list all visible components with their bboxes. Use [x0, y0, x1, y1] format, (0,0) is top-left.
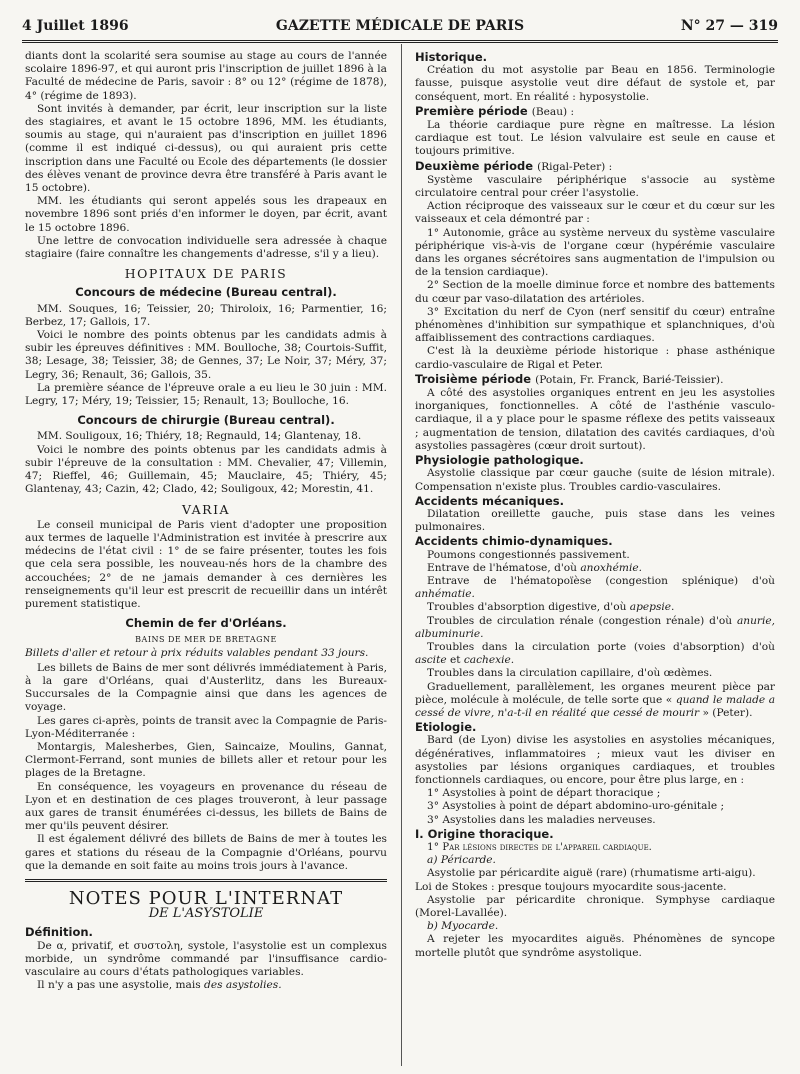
- paragraph: 1° Autonomie, grâce au système nerveux du système vasculaire périphérique vis-à-vis de l'organe cœur (hypérémie vasculaire dans les organes sécrétoires sans augmentation de l'impulsion ou de la tension cardiaque).: [415, 226, 775, 279]
- paragraph: Voici le nombre des points obtenus par les candidats admis à subir l'épreuve de la consultation : MM. Chevalier, 47; Villemin, 47; Rieffel, 46; Guillemain, 45; Mauclaire, 45; Thiéry, 45; Glantenay, 43; Cazin, 42; Clado, 42; Souligoux, 42; Morestin, 41.: [25, 443, 387, 496]
- heading-definition: Définition.: [25, 925, 93, 940]
- section-title-hopitaux: HOPITAUX DE PARIS: [124, 266, 288, 282]
- notes-title: NOTES POUR L'INTERNAT: [68, 887, 344, 909]
- paragraph: MM. Souligoux, 16; Thiéry, 18; Regnauld, 14; Glantenay, 18.: [37, 430, 362, 443]
- paragraph: MM. Souques, 16; Teissier, 20; Thiroloix, 16; Parmentier, 16; Berbez, 17; Gallois, 17.: [25, 302, 387, 328]
- heading-text: Troisième période: [415, 371, 532, 386]
- text-run: Troubles de circulation rénale (congestion rénale) d'où: [427, 614, 737, 627]
- italic-run: cachexie.: [463, 654, 515, 667]
- text-run: 1°: [427, 840, 443, 853]
- right-column: [415, 50, 775, 960]
- paragraph: diants dont la scolarité sera soumise au stage au cours de l'année scolaire 1896-97, et qui auront pris l'inscription de juillet 1896 à la Faculté de médecine de Paris, savoir : 8° ou 12° (régime de 1878), 4° (régime de 1893).: [25, 50, 387, 102]
- heading-author: (Rigal-Peter) :: [537, 160, 613, 173]
- paragraph: C'est là la deuxième période historique : phase asthénique cardio-vasculaire de Rigal et Peter.: [415, 345, 775, 371]
- heading-text: Deuxième période: [415, 158, 534, 173]
- paragraph: 2° Section de la moelle diminue force et nombre des battements du cœur par vaso-dilatation des artérioles.: [415, 279, 775, 305]
- text-run: Entrave de l'hématopoïèse (congestion splénique) d'où: [427, 574, 775, 587]
- italic-run: des asystolies.: [204, 979, 282, 992]
- heading-concours-chirurgie: Concours de chirurgie (Bureau central).: [77, 413, 335, 428]
- paragraph: En conséquence, les voyageurs en provenance du réseau de Lyon et en destination de ces plages trouveront, à leur passage aux gares de transit énumérées ci-dessus, les billets de Bains de mer qu'ils peuvent désirer.: [25, 780, 387, 833]
- heading-troisieme-periode: [415, 373, 775, 387]
- italic-line-billets: Billets d'aller et retour à prix réduits valables pendant 33 jours.: [25, 646, 369, 659]
- heading-author: (Beau) :: [531, 105, 575, 118]
- paragraph: Création du mot asystolie par Beau en 1856. Terminologie fausse, puisque asystolie veut dire défaut de systole et, par conséquent, mort. En réalité : hyposystolie.: [415, 64, 775, 103]
- section-rule: [25, 879, 387, 882]
- italic-run: quand le malade a cessé de vivre, n'a-t-il en réalité que cessé de mourir: [415, 693, 776, 719]
- smallcaps-run: Par lésions directes de l'appareil cardiaque.: [442, 841, 652, 853]
- italic-run: apepsie.: [629, 601, 675, 614]
- list-item: 3° Asystolies dans les maladies nerveuses.: [427, 813, 656, 826]
- text-run: Troubles dans la circulation porte (voies d'absorption) d'où: [427, 640, 775, 653]
- italic-run: a) Péricarde.: [427, 854, 496, 867]
- paragraph: [25, 979, 387, 992]
- text-run: Graduellement, parallèlement, les organes meurent pièce par pièce, molécule à molécule, de telle sorte que «: [415, 680, 775, 706]
- list-item: 3° Asystolies à point de départ abdomino-uro-génitale ;: [427, 800, 725, 813]
- paragraph: Loi de Stokes : presque toujours myocardite sous-jacente.: [415, 880, 727, 893]
- paragraph: Bard (de Lyon) divise les asystolies en asystolies mécaniques, dégénératives, inflammatoires ; mieux vaut les diviser en asystolies par lésions organiques cardiaques, et troubles fonctionnels cardiaques, ou encore, pour être plus large, en :: [415, 734, 775, 786]
- subheading-bains-de-mer: BAINS DE MER DE BRETAGNE: [135, 635, 277, 645]
- section-title-varia: VARIA: [181, 501, 231, 517]
- italic-run: anhématie.: [415, 588, 475, 601]
- paragraph: [415, 681, 775, 721]
- paragraph: Voici le nombre des points obtenus par les candidats admis à subir les épreuves définitives : MM. Boulloche, 38; Courtois-Suffit, 38; Lesage, 38; Teissier, 38; de Gennes, 37; Le Noir, 37; Méry, 37; Legry, 36; Renault, 36; Gallois, 35.: [25, 329, 387, 381]
- subheading-lesions-directes: [415, 841, 775, 854]
- paragraph: [415, 562, 775, 575]
- paragraph: MM. les étudiants qui seront appelés sous les drapeaux en novembre 1896 sont priés d'en informer le doyen, par écrit, avant le 15 octobre 1896.: [25, 195, 387, 234]
- paragraph: Il est également délivré des billets de Bains de mer à toutes les gares et stations du réseau de la Compagnie d'Orléans, pourvu que la demande en soit faite au moins trois jours à l'avance.: [25, 833, 387, 872]
- text-run: » (Peter).: [699, 706, 753, 719]
- paragraph: Poumons congestionnés passivement.: [427, 548, 630, 561]
- paragraph: Sont invités à demander, par écrit, leur inscription sur la liste des stagiaires, et avant le 15 octobre 1896, MM. les étudiants, soumis au stage, qui n'auraient pas d'inscription en juillet 1896 (comme il est indiqué ci-dessus), ou qui auraient pris cette inscription dans une Faculté ou Ecole des départements (le dossier des élèves venant de province devra être transféré à Paris avant le 15 octobre).: [25, 102, 387, 195]
- heading-text: Première période: [415, 103, 528, 118]
- text-run: Troubles d'absorption digestive, d'où: [427, 601, 630, 614]
- text-run: Entrave de l'hématose, d'où: [427, 561, 581, 574]
- paragraph: [415, 615, 775, 641]
- heading-premiere-periode: [415, 105, 775, 119]
- italic-run: ascite: [415, 654, 447, 667]
- paragraph: Troubles dans la circulation capillaire, d'où œdèmes.: [427, 667, 713, 680]
- heading-physiologie: Physiologie pathologique.: [415, 453, 584, 468]
- paragraph: Système vasculaire périphérique s'associe au système circulatoire central pour créer l'asystolie.: [415, 173, 775, 200]
- text-run: Il n'y a pas une asystolie, mais: [37, 979, 205, 992]
- list-item: 1° Asystolies à point de départ thoracique ;: [427, 787, 661, 800]
- notes-subtitle: DE L'ASYSTOLIE: [148, 906, 264, 922]
- paragraph: Asystolie classique par cœur gauche (suite de lésion mitrale). Compensation n'existe plus. Troubles cardio-vasculaires.: [415, 467, 775, 493]
- paragraph: Les gares ci-après, points de transit avec la Compagnie de Paris-Lyon-Méditerranée :: [25, 714, 387, 740]
- paragraph: La première séance de l'épreuve orale a eu lieu le 30 juin : MM. Legry, 17; Méry, 19; Teissier, 15; Renault, 13; Boulloche, 16.: [25, 381, 387, 408]
- paragraph: [415, 601, 775, 614]
- paragraph: Action réciproque des vaisseaux sur le cœur et du cœur sur les vaisseaux et cela démontré par :: [415, 200, 775, 226]
- header-rule: [22, 40, 778, 43]
- heading-author: (Potain, Fr. Franck, Barié-Teissier).: [535, 373, 724, 386]
- italic-run: b) Myocarde.: [427, 920, 499, 933]
- italic-run: anoxhémie.: [580, 561, 642, 574]
- header-date: 4 Juillet 1896: [22, 18, 129, 34]
- heading-origine-thoracique: I. Origine thoracique.: [415, 826, 554, 841]
- heading-accidents-mecaniques: Accidents mécaniques.: [415, 493, 564, 508]
- paragraph: Une lettre de convocation individuelle sera adressée à chaque stagiaire (faire connaître les changements d'adresse, s'il y a lieu).: [25, 234, 387, 261]
- heading-concours-medecine: Concours de médecine (Bureau central).: [75, 285, 337, 300]
- heading-historique: Historique.: [415, 50, 488, 64]
- paragraph: [415, 575, 775, 601]
- label-pericarde: [415, 854, 775, 867]
- paragraph: 3° Excitation du nerf de Cyon (nerf sensitif du cœur) entraîne phénomènes d'inhibition sur sympathique et splanchniques, d'où affaiblissement des contractions cardiaques.: [415, 305, 775, 345]
- italic-run: anurie, albuminurie.: [415, 614, 775, 640]
- paragraph: A côté des asystolies organiques entrent en jeu les asystolies inorganiques, fonctionnelles. A côté de l'asthénie vasculo-cardiaque, il a y place pour le spasme réflexe des petits vaisseaux ; augmentation de tension, dilatation des cavités cardiaques, d'où asystolies passagères (cœur droit surtout).: [415, 387, 775, 452]
- label-myocarde: [415, 920, 775, 933]
- paragraph: La théorie cardiaque pure règne en maîtresse. La lésion cardiaque est tout. Le lésion valvulaire est seule en cause et toujours primitive.: [415, 119, 775, 158]
- heading-accidents-chimio: Accidents chimio-dynamiques.: [415, 534, 613, 549]
- paragraph: Asystolie par péricardite aiguë (rare) (rhumatisme arti-aigu).: [427, 867, 756, 880]
- paragraph: Les billets de Bains de mer sont délivrés immédiatement à Paris, à la gare d'Orléans, quai d'Austerlitz, dans les Bureaux-Succursales de la Compagnie ainsi que dans les agences de voyage.: [25, 661, 387, 714]
- paragraph: Dilatation oreillette gauche, puis stase dans les veines pulmonaires.: [415, 507, 775, 534]
- paragraph: A rejeter les myocardites aiguës. Phénomènes de syncope mortelle plutôt que syndrôme asystolique.: [415, 933, 775, 959]
- paragraph: [415, 641, 775, 667]
- column-divider: [401, 44, 402, 1066]
- paragraph: Asystolie par péricardite chronique. Symphyse cardiaque (Morel-Lavallée).: [415, 893, 775, 919]
- left-column: [25, 50, 387, 992]
- heading-deuxieme-periode: [415, 160, 775, 174]
- header-journal-title: GAZETTE MÉDICALE DE PARIS: [275, 18, 525, 34]
- paragraph: De α, privatif, et συστολη, systole, l'asystolie est un complexus morbide, un syndrôme commandé par l'insuffisance cardio-vasculaire au cours d'états pathologiques variables.: [25, 939, 387, 978]
- paragraph: Montargis, Malesherbes, Gien, Saincaize, Moulins, Gannat, Clermont-Ferrand, sont munies de billets aller et retour pour les plages de la Bretagne.: [25, 740, 387, 780]
- page-header: [22, 14, 778, 38]
- paragraph: Le conseil municipal de Paris vient d'adopter une proposition aux termes de laquelle l'Administration est invitée à prescrire aux médecins de l'état civil : 1° de se faire présenter, toutes les fois que cela sera possible, les nouveau-nés hors de la chambre des accouchées; 2° de ne jamais demander à ces dernières les renseignements qu'il leur est prescrit de recueillir dans un intérêt purement statistique.: [25, 518, 387, 610]
- heading-etiologie: Etiologie.: [415, 720, 477, 735]
- heading-chemin-de-fer: Chemin de fer d'Orléans.: [125, 616, 287, 631]
- header-issue-page: N° 27 — 319: [680, 18, 778, 34]
- text-run: et: [446, 654, 464, 667]
